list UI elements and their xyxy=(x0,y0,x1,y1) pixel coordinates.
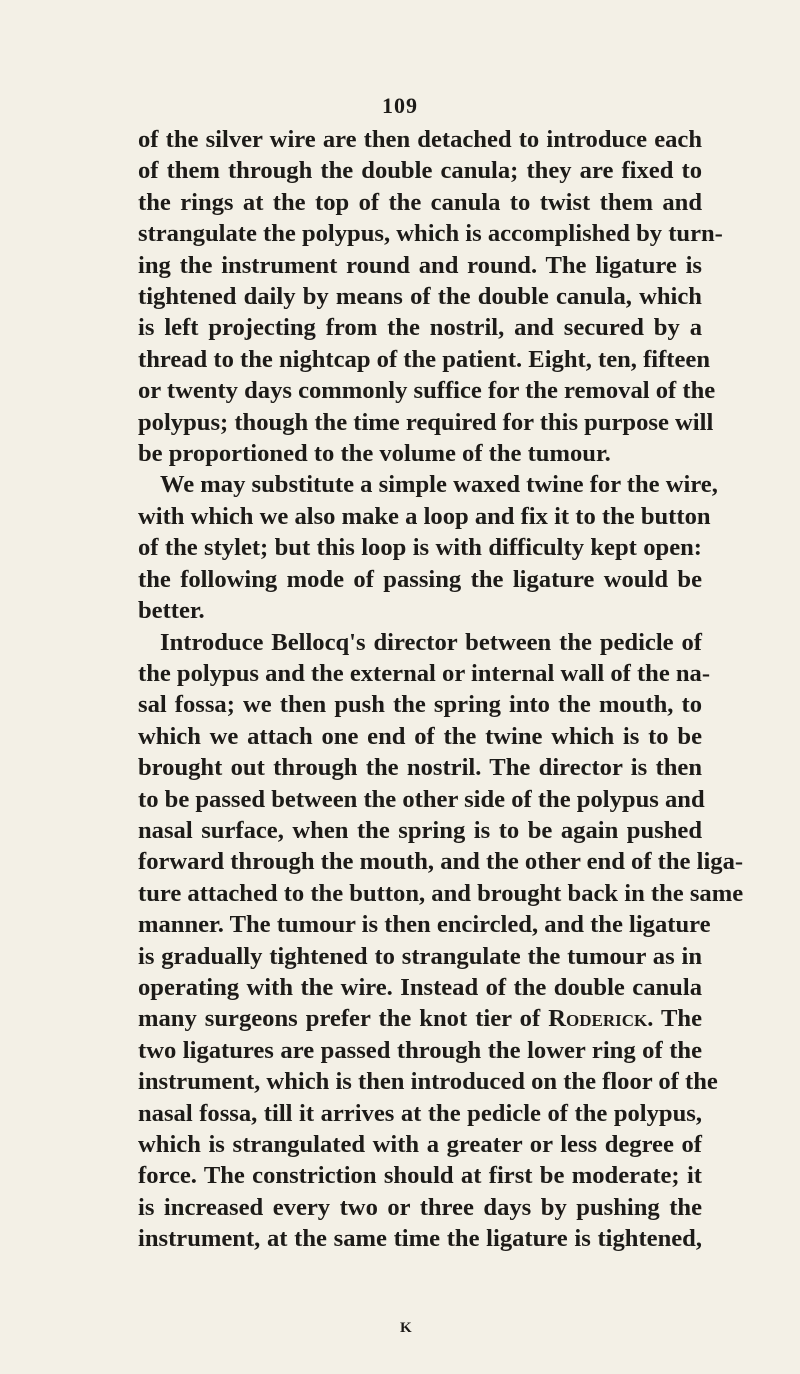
text-line: or twenty days commonly suffice for the removal of the xyxy=(138,377,716,405)
text-line: manner. The tumour is then encircled, and the ligature xyxy=(138,911,711,939)
text-line: the polypus and the external or internal wall of the na- xyxy=(138,659,711,687)
text-line: be proportioned to the volume of the tumour. xyxy=(138,440,611,468)
text-line: strangulate the polypus, which is accomplished by turn- xyxy=(138,220,723,248)
text-line: nasal fossa, till it arrives at the pedicle of the polypus, xyxy=(138,1099,702,1127)
text-line-with-small-caps xyxy=(138,1003,702,1034)
text-line: force. The constriction should at first be moderate; it xyxy=(138,1162,702,1190)
text-line: two ligatures are passed through the lower ring of the xyxy=(138,1036,702,1064)
text-line: We may substitute a simple waxed twine for the wire, xyxy=(160,471,718,499)
text-line: to be passed between the other side of the polypus and xyxy=(138,785,705,813)
text-line: forward through the mouth, and the other end of the liga- xyxy=(138,848,744,876)
text-line: the following mode of passing the ligature would be xyxy=(138,565,702,593)
text-line: is increased every two or three days by pushing the xyxy=(138,1193,702,1221)
text-line: better. xyxy=(138,597,205,625)
text-line: polypus; though the time required for this purpose will xyxy=(138,408,714,436)
text-line: tightened daily by means of the double canula, which xyxy=(138,283,702,311)
text-line: the rings at the top of the canula to twist them and xyxy=(138,188,702,216)
text-line: of them through the double canula; they are fixed to xyxy=(138,157,702,185)
text-fragment: many surgeons prefer the knot tier of xyxy=(138,1005,541,1033)
text-line: of the silver wire are then detached to introduce each xyxy=(138,126,702,153)
text-line: instrument, which is then introduced on the floor of the xyxy=(138,1068,718,1096)
text-line: which we attach one end of the twine which is to be xyxy=(138,722,702,750)
text-line: which is strangulated with a greater or less degree of xyxy=(138,1131,702,1158)
text-line: nasal surface, when the spring is to be again pushed xyxy=(138,816,702,844)
text-line: brought out through the nostril. The director is then xyxy=(138,754,702,782)
text-fragment: The xyxy=(660,1005,702,1033)
text-line: ing the instrument round and round. The ligature is xyxy=(138,251,702,279)
text-line: sal fossa; we then push the spring into the mouth, to xyxy=(138,691,702,719)
text-line: ture attached to the button, and brought back in the same xyxy=(138,879,744,907)
text-line: is left projecting from the nostril, and secured by a xyxy=(138,314,702,342)
text-line: of the stylet; but this loop is with difficulty kept open: xyxy=(138,534,702,562)
text-line: thread to the nightcap of the patient. Eight, ten, fifteen xyxy=(138,345,710,373)
text-line: is gradually tightened to strangulate the tumour as in xyxy=(138,942,702,970)
text-line: with which we also make a loop and fix it to the button xyxy=(138,502,711,530)
body-text xyxy=(138,124,744,1255)
page-number: 109 xyxy=(382,93,418,118)
text-line: instrument, at the same time the ligature is tightened, xyxy=(138,1225,702,1253)
surgeon-name-roderick: Roderick. xyxy=(548,1005,654,1033)
signature-mark: K xyxy=(400,1320,412,1336)
text-line: operating with the wire. Instead of the double canula xyxy=(138,973,702,1001)
text-line: Introduce Bellocq's director between the pedicle of xyxy=(160,628,702,656)
